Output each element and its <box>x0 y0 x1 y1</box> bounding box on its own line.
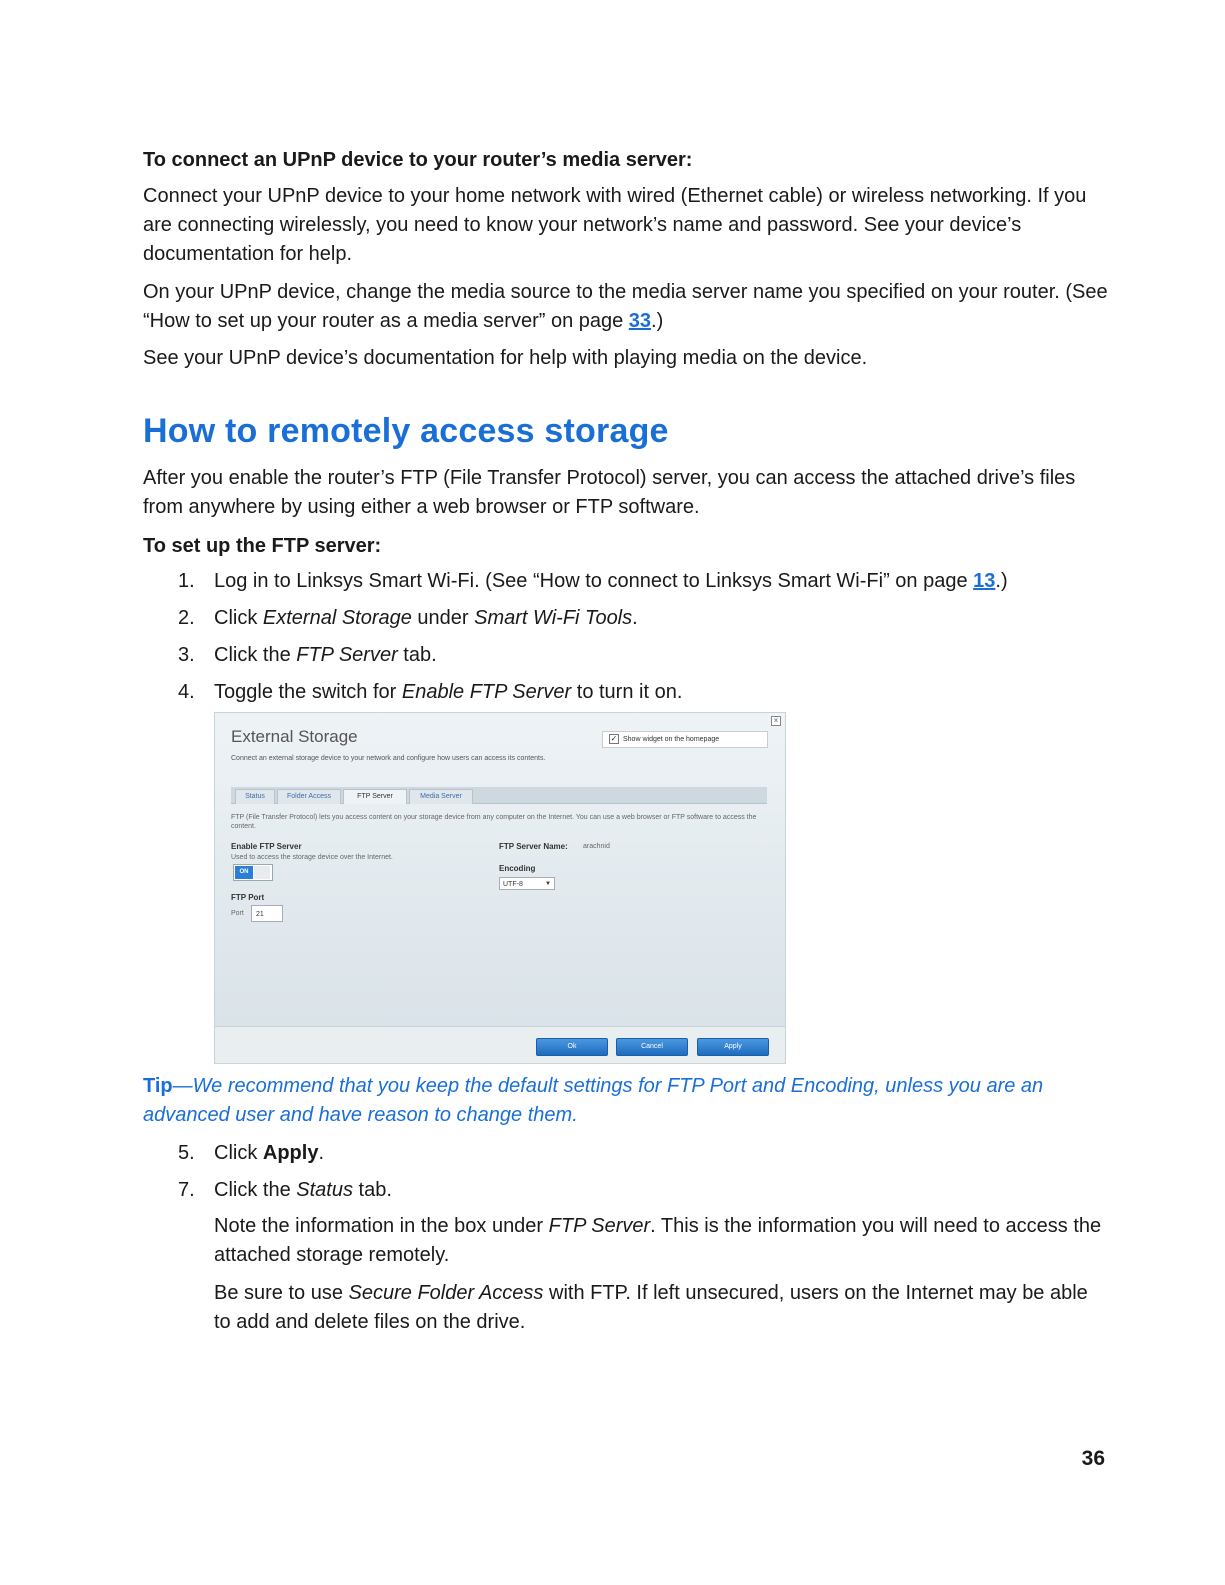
tip-dash: — <box>172 1075 193 1097</box>
toggle-knob <box>254 866 270 879</box>
step-text-end: . <box>632 607 638 629</box>
tip-text: We recommend that you keep the default settings for <box>192 1075 667 1097</box>
note-emphasis: FTP Server <box>548 1215 651 1237</box>
step-5 <box>178 1139 1108 1168</box>
cancel-button[interactable]: Cancel <box>616 1038 688 1056</box>
chevron-down-icon: ▼ <box>545 881 551 887</box>
encoding-value: UTF-8 <box>503 881 523 888</box>
note-emphasis: Secure Folder Access <box>348 1282 544 1304</box>
step-emphasis: Status <box>296 1179 353 1201</box>
encoding-label: Encoding <box>499 864 536 873</box>
note-text: Note the information in the box under <box>214 1215 549 1237</box>
show-widget-label: Show widget on the homepage <box>623 736 720 743</box>
step-number: 5. <box>178 1142 195 1164</box>
step-text: Click the <box>214 1179 297 1201</box>
toggle-on-label: ON <box>235 866 253 879</box>
media-source-paragraph <box>143 278 1108 336</box>
step-2 <box>178 604 1108 633</box>
tip-emphasis: Encoding <box>790 1075 875 1097</box>
enable-ftp-sublabel: Used to access the storage device over the Internet. <box>231 854 393 861</box>
tab-media-server[interactable]: Media Server <box>409 789 473 804</box>
tip-emphasis: FTP Port <box>666 1075 747 1097</box>
step-7 <box>178 1176 1108 1205</box>
show-widget-checkbox[interactable] <box>602 731 768 748</box>
page-number: 36 <box>1081 1447 1105 1470</box>
step-number: 7. <box>178 1179 195 1201</box>
enable-ftp-toggle[interactable] <box>233 864 273 881</box>
step-text-end: .) <box>995 570 1008 592</box>
ftp-port-input[interactable]: 21 <box>251 905 283 922</box>
ftp-server-name-value: arachnid <box>583 843 610 850</box>
close-icon[interactable]: × <box>771 716 781 726</box>
page-link-13[interactable]: 13 <box>973 570 996 592</box>
step-text: Log in to Linksys Smart Wi-Fi. (See “How to connect to Linksys Smart Wi-Fi” on page <box>214 570 974 592</box>
ftp-description: FTP (File Transfer Protocol) lets you access content on your storage device from any computer on the Internet. You can use a web browser or FTP software to access the content. <box>231 814 757 830</box>
step-emphasis: Smart Wi-Fi Tools <box>474 607 633 629</box>
upnp-connect-heading: To connect an UPnP device to your router’s media server: <box>143 149 693 171</box>
enable-ftp-label: Enable FTP Server <box>231 842 302 851</box>
page-link-33[interactable]: 33 <box>628 310 652 332</box>
step-text-end: . <box>318 1142 325 1164</box>
upnp-connect-paragraph: Connect your UPnP device to your home network with wired (Ethernet cable) or wireless networking. If you are connecting wirelessly, you need to know your network’s name and password. See your device’s documentation for help. <box>143 185 1087 265</box>
step-text-end: tab. <box>397 644 437 666</box>
step-emphasis: External Storage <box>262 607 412 629</box>
step-number: 4. <box>178 681 195 703</box>
step-number: 3. <box>178 644 195 666</box>
section-title: How to remotely access storage <box>143 412 669 450</box>
ok-button[interactable]: Ok <box>536 1038 608 1056</box>
note-text: Be sure to use <box>214 1282 349 1304</box>
media-source-text-end: .) <box>651 310 664 332</box>
apply-button[interactable]: Apply <box>697 1038 769 1056</box>
tab-ftp-server[interactable]: FTP Server <box>343 789 407 804</box>
note-text-end: with FTP. If left unsecured, users on the Internet may be able to add and delete files on the drive. <box>214 1282 1088 1333</box>
ftp-server-name-label: FTP Server Name: <box>499 842 568 851</box>
tip-text-end: , unless you are an advanced user and have reason to change them. <box>143 1075 1044 1126</box>
encoding-select[interactable] <box>499 877 555 890</box>
button-footer <box>215 1026 785 1063</box>
ftp-intro-paragraph: After you enable the router’s FTP (File Transfer Protocol) server, you can access the attached drive’s files from anywhere by using either a web browser or FTP software. <box>143 467 1076 518</box>
tip-paragraph <box>143 1072 1108 1130</box>
ftp-port-label: FTP Port <box>231 893 265 902</box>
step-number: 2. <box>178 607 195 629</box>
note-ftp-server-info <box>214 1212 1108 1270</box>
tip-label: Tip <box>143 1075 173 1097</box>
step-text-end: to turn it on. <box>571 681 683 703</box>
screenshot-title: External Storage <box>231 727 358 746</box>
step-text: Click <box>214 607 263 629</box>
checkbox-check-icon[interactable]: ✓ <box>610 734 618 744</box>
tab-folder-access[interactable]: Folder Access <box>277 789 341 804</box>
tab-bar <box>231 787 767 804</box>
note-text-end: . This is the information you will need to access the attached storage remotely. <box>214 1215 1102 1266</box>
external-storage-screenshot <box>214 712 786 1064</box>
step-text: Click the <box>214 644 297 666</box>
screenshot-subtitle: Connect an external storage device to your network and configure how users can access its contents. <box>231 755 546 762</box>
step-text: Toggle the switch for <box>214 681 402 703</box>
step-3 <box>178 641 1108 670</box>
media-source-text: On your UPnP device, change the media source to the media server name you specified on your router. (See “How to set up your router as a media server” on page <box>143 281 1108 332</box>
step-text: under <box>411 607 475 629</box>
tip-text: and <box>746 1075 791 1097</box>
step-emphasis: FTP Server <box>296 644 398 666</box>
ftp-setup-heading: To set up the FTP server: <box>143 535 382 557</box>
upnp-docs-paragraph: See your UPnP device’s documentation for help with playing media on the device. <box>143 347 868 369</box>
step-emphasis: Enable FTP Server <box>401 681 572 703</box>
step-text-end: tab. <box>352 1179 392 1201</box>
step-bold: Apply <box>262 1142 319 1164</box>
step-text: Click <box>214 1142 263 1164</box>
port-field-label: Port <box>231 910 244 917</box>
tab-status[interactable]: Status <box>235 789 275 804</box>
step-1 <box>178 567 1108 596</box>
step-number: 1. <box>178 570 195 592</box>
note-secure-access <box>214 1279 1108 1337</box>
step-4 <box>178 678 1108 707</box>
